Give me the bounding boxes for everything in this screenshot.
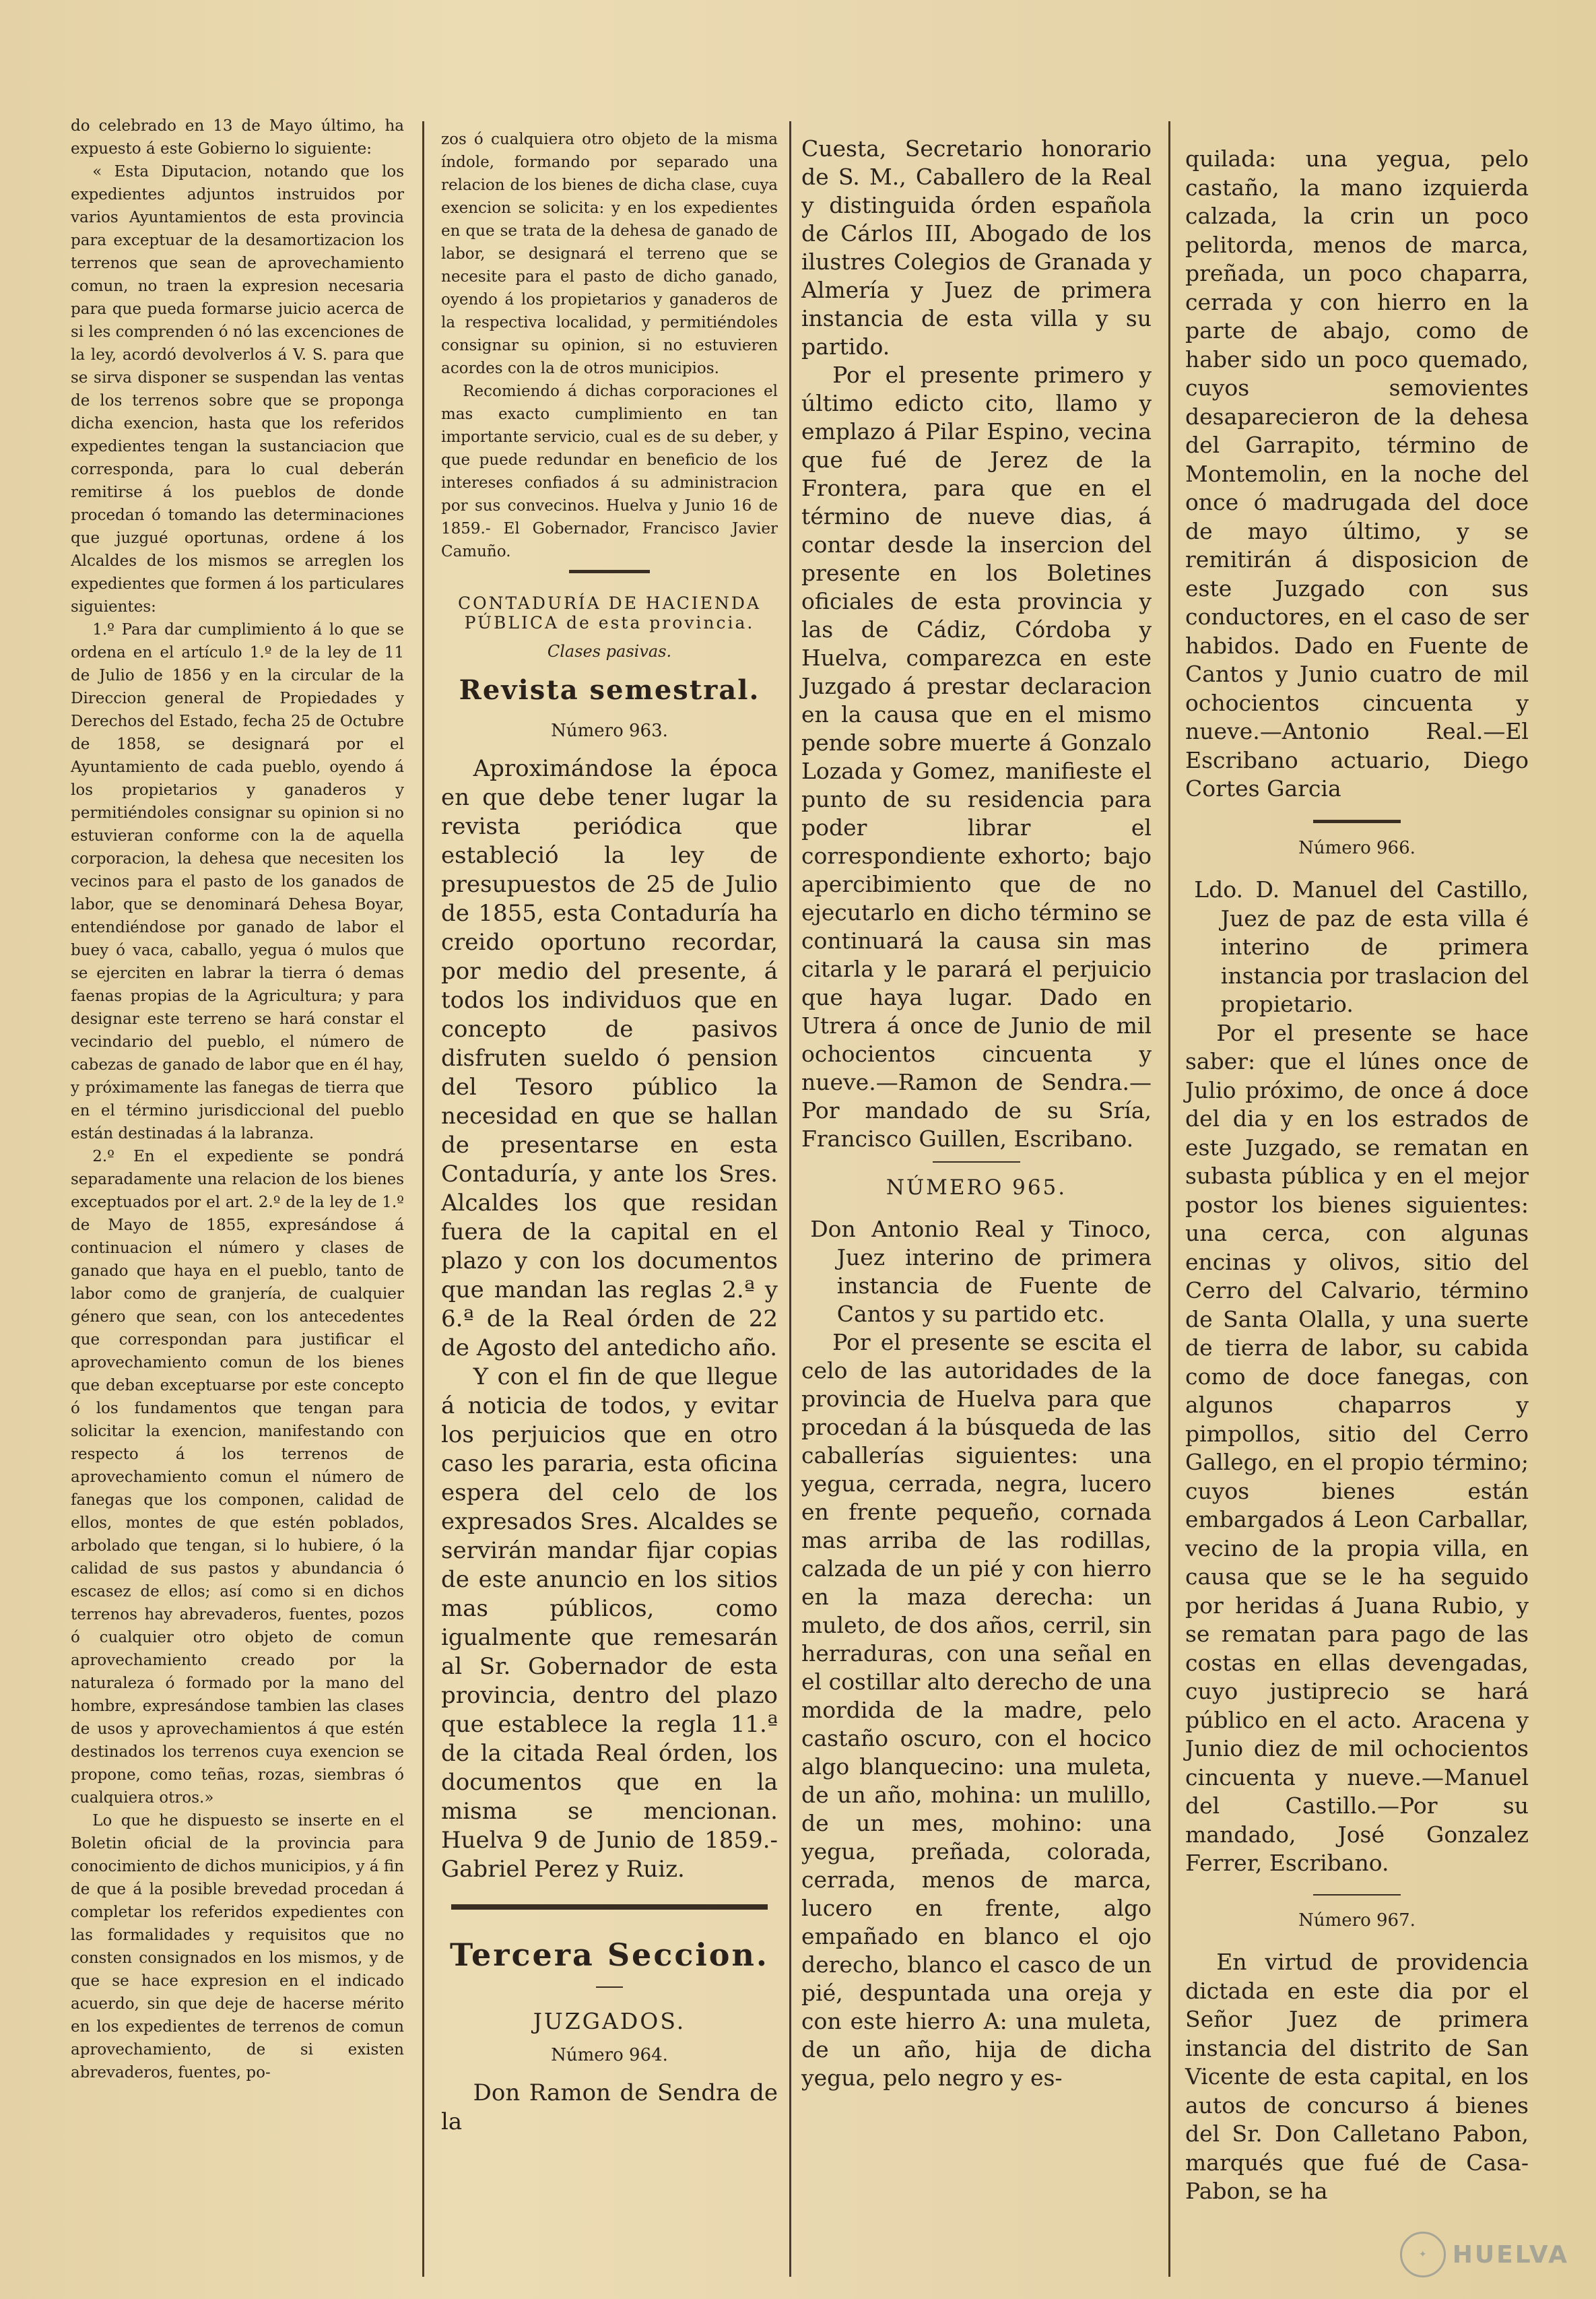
col3-para: Por el presente primero y último edicto cito, llamo y emplazo á Pilar Espino, vecina que fué de Jerez de la Frontera, para que en el término de nueve dias, á contar desde la insercion del presente en los Boletines oficiales de esta provincia y las de Cádiz, Córdoba y Huelva, comparezca en este Juzgado á prestar declaracion en la causa que en el mismo pende sobre muerte á Gonzalo Lozada y Gomez, manifieste el punto de su residencia para poder librar el correspondiente exhorto; bajo apercibimiento que de no ejecutarlo en dicho término se continuará la causa sin mas citarla y le parará el perjuicio que haya lugar. Dado en Utrera á once de Junio de mil ochocientos cincuenta y nueve.—Ramon de Sendra.—Por mandado de su Sría, Francisco Guillen, Escribano. (801, 362, 1152, 1152)
separator-dash (933, 1161, 1020, 1163)
section-header: CONTADURÍA DE HACIENDA PÚBLICA de esta provincia. (458, 593, 761, 633)
column-1 (71, 115, 404, 2084)
col2-para: Y con el fin de que llegue á noticia de todos, y evitar los perjuicios que en otro caso les pararia, esta oficina espera del celo de los expresados Sres. Alcaldes se servirán mandar fijar copias de este anuncio en los sitios mas públicos, como igualmente que remesarán al Sr. Gobernador de esta provincia, dentro del plazo que establece la regla 11.ª de la citada Real órden, los documentos que en la misma se mencionan. Huelva 9 de Junio de 1859.-Gabriel Perez y Ruiz. (441, 1363, 778, 1883)
col3-para: Don Antonio Real y Tinoco, Juez interino de primera instancia de Fuente de Cantos y su partido etc. (810, 1216, 1152, 1327)
column-rule (422, 121, 424, 2277)
numero-964: Número 964. (551, 2045, 668, 2065)
col2-para: zos ó cualquiera otro objeto de la misma índole, formando por separado una relacion de los bienes de dicha clase, cuya exencion se solicita: y en los expedientes en que se trata de la dehesa de ganado de labor, se designará el terreno que se necesite para el pasto de dicho ganado, oyendo á los propietarios y ganaderos de la respectiva localidad, y permitiéndoles consignar su opinion, si no estuvieren acordes con la de otros municipios. (441, 131, 778, 377)
juzgados-title: JUZGADOS. (533, 2008, 686, 2034)
watermark-text: HUELVA (1452, 2240, 1569, 2269)
col4-para: En virtud de providencia dictada en este dia por el Señor Juez de primera instancia del distrito de San Vicente de esta capital, en los autos de concurso á bienes del Sr. Don Calletano Pabon, marqués que fué de Casa-Pabon, se ha (1185, 1949, 1529, 2204)
col1-para: 1.º Para dar cumplimiento á lo que se ordena en el artículo 1.º de la ley de 11 de Julio de 1856 y en la circular de la Direccion general de Propiedades y Derechos del Estado, fecha 25 de Octubre de 1858, se designará por el Ayuntamiento de cada pueblo, oyendo á los propietarios y ganaderos y permitiéndoles consignar su opinion si no estuvieran conforme con la de aquella corporacion, la dehesa que necesiten los vecinos para el pasto de los ganados de labor, que se denominará Dehesa Boyar, entendiéndose por ganado de labor el buey ó vaca, caballo, yegua ó mulos que se ejerciten en labrar la tierra ó demas faenas propias de la Agricultura; y para designar este terreno se hará constar el vecindario del pueblo, el número de cabezas de ganado de labor que en él hay, y próximamente las fanegas de tierra que en el término jurisdiccional del pueblo están destinadas á la labranza. (71, 621, 404, 1142)
separator-dash (1313, 1894, 1401, 1896)
column-rule (789, 121, 791, 2277)
numero-965: NÚMERO 965. (886, 1175, 1067, 1200)
separator-rule (1313, 820, 1401, 823)
col1-para: 2.º En el expediente se pondrá separadamente una relacion de los bienes exceptuados por el art. 2.º de la ley de 1.º de Mayo de 1855, expresándose á continuacion el número y clases de ganado que haya en el pueblo, tanto de labor como de granjería, de cualquier género que sean, con los antecedentes que correspondan para justificar el aprovechamiento comun de los bienes que deban exceptuarse por este concepto ó los fundamentos que tengan para solicitar la exencion, manifestando con respecto á los terrenos de aprovechamiento comun el número de fanegas que los componen, calidad de ellos, montes de que estén poblados, arbolado que tengan, si lo hubiere, ó la calidad de sus pastos y abundancia ó escasez de ellos; así como si en dichos terrenos hay abrevaderos, fuentes, pozos ó cualquier otro objeto de comun aprovechamiento creado por la naturaleza ó formado por la mano del hombre, expresándose tambien las clases de usos y aprovechamientos á que estén destinados los terrenos cuya exencion se propone, como teñas, rozas, siembras ó cualquiera otros.» (71, 1148, 404, 1807)
column-4 (1185, 145, 1529, 2206)
seal-icon: ✦ (1400, 2232, 1446, 2277)
column-rule (1168, 121, 1170, 2277)
col1-para: « Esta Diputacion, notando que los expedientes adjuntos instruidos por varios Ayuntamientos de esta provincia para exceptuar de la desamortizacion los terrenos que sean de aprovechamiento comun, no traen la expresion necesaria para que pueda formarse juicio acerca de si les comprenden ó nó las excenciones de la ley, acordó devolverlos á V. S. para que se sirva disponer se suspendan las ventas de los terrenos sobre que se proponga dicha exencion, hasta que los referidos expedientes tengan la sustanciacion que corresponda, para lo cual deberán remitirse á los pueblos de donde procedan ó tomando las determinaciones que juzgué oportunas, ordene á los Alcaldes de los mismos se arreglen los expedientes que formen á los particulares siguientes: (71, 163, 404, 616)
column-3 (801, 135, 1152, 2092)
revista-title: Revista semestral. (459, 674, 760, 706)
separator-rule (569, 570, 650, 573)
col2-para: Recomiendo á dichas corporaciones el mas exacto cumplimiento en tan importante servicio, cual es de su deber, y que puede redundar en beneficio de los intereses confiados á su administracion por sus convecinos. Huelva y Junio 16 de 1859.- El Gobernador, Francisco Javier Camuño. (441, 383, 778, 560)
col3-para: Cuesta, Secretario honorario de S. M., Caballero de la Real y distinguida órden española de Cárlos III, Abogado de los ilustres Colegios de Granada y Almería y Juez de primera instancia de esta villa y su partido. (801, 135, 1152, 360)
watermark-logo (1400, 2232, 1569, 2277)
numero-963: Número 963. (551, 721, 668, 741)
col1-para: Lo que he dispuesto se inserte en el Boletin oficial de la provincia para conocimiento de dichos municipios, y á fin de que á la posible brevedad procedan á completar los referidos expedientes con las formalidades y requisitos que no consten consignados en los mismos, y de que se hace expresion en el indicado acuerdo, sin que deje de hacerse mérito en los expedientes de terrenos de comun aprovechamiento, de si existen abrevaderos, fuentes, po- (71, 1812, 404, 2081)
classes-subtitle: Clases pasivas. (547, 642, 672, 661)
col4-para: Por el presente se hace saber: que el lúnes once de Julio próximo, de once á doce del dia y en los estrados de este Juzgado, se rematan en subasta pública y en el mejor postor los bienes siguientes: una cerca, con algunas encinas y olivos, sitio del Cerro del Calvario, término de Santa Olalla, y una suerte de tierra de labor, su cabida como de doce fanegas, con algunos chaparros y pimpollos, sitio del Cerro Gallego, en el propio término; cuyos bienes están embargados á Leon Carballar, vecino de la propia villa, en causa que se le ha seguido por heridas á Juana Rubio, y se rematan para pago de las costas en ellas devengadas, cuyo justiprecio se hará público en el acto. Aracena y Junio diez de mil ochocientos cincuenta y nueve.—Manuel del Castillo.—Por su mandado, José Gonzalez Ferrer, Escribano. (1185, 1019, 1529, 1876)
column-2 (441, 128, 778, 2137)
col3-para: Por el presente se escita el celo de las autoridades de la provincia de Huelva para que procedan á la búsqueda de las caballerías siguientes: una yegua, cerrada, negra, lucero en frente pequeño, cornada mas arriba de las rodillas, calzada de un pié y con hierro en la maza derecha: un muleto, de dos años, cerril, sin herraduras, con una señal en el costillar alto derecho de una mordida de la madre, pelo castaño oscuro, con el hocico algo blanquecino: una muleta, de un año, mohina: un mulillo, de un mes, mohino: una yegua, preñada, colorada, cerrada, menos de marca, lucero en frente, algo empañado en blanco el ojo derecho, blanco el casco de un pié, despuntada una oreja y con este hierro A: una muleta, de un año, hija de dicha yegua, pelo negro y es- (801, 1329, 1152, 2091)
col1-para: do celebrado en 13 de Mayo último, ha expuesto á este Gobierno lo siguiente: (71, 117, 404, 158)
short-dash (596, 1986, 623, 1988)
tercera-seccion-title: Tercera Seccion. (450, 1937, 769, 1973)
numero-967: Número 967. (1298, 1910, 1416, 1931)
numero-966: Número 966. (1298, 837, 1416, 858)
section-rule (451, 1904, 768, 1910)
col2-para: Aproximándose la época en que debe tener lugar la revista periódica que estableció la ley de presupuestos de 25 de Julio de 1855, esta Contaduría ha creido oportuno recordar, por medio del presente, á todos los individuos que en concepto de pasivos disfruten sueldo ó pension del Tesoro público la necesidad en que se hallan de presentarse en esta Contaduría, y ante los Sres. Alcaldes los que residan fuera de la capital en el plazo y con los documentos que mandan las reglas 2.ª y 6.ª de la Real órden de 22 de Agosto del antedicho año. (441, 755, 778, 1361)
col4-para: quilada: una yegua, pelo castaño, la mano izquierda calzada, la crin un poco pelitorda, menos de marca, preñada, un poco chaparra, cerrada y con hierro en la parte de abajo, como de haber sido un poco quemado, cuyos semovientes desaparecieron de la dehesa del Garrapito, término de Montemolin, en la noche del once ó madrugada del doce de mayo último, y se remitirán á disposicion de este Juzgado con sus conductores, en el caso de ser habidos. Dado en Fuente de Cantos y Junio cuatro de mil ochocientos cincuenta y nueve.—Antonio Real.—El Escribano actuario, Diego Cortes Garcia (1185, 145, 1529, 802)
col2-para: Don Ramon de Sendra de la (441, 2079, 778, 2135)
col4-para: Ldo. D. Manuel del Castillo, Juez de paz de esta villa é interino de primera instancia por traslacion del propietario. (1194, 876, 1529, 1017)
